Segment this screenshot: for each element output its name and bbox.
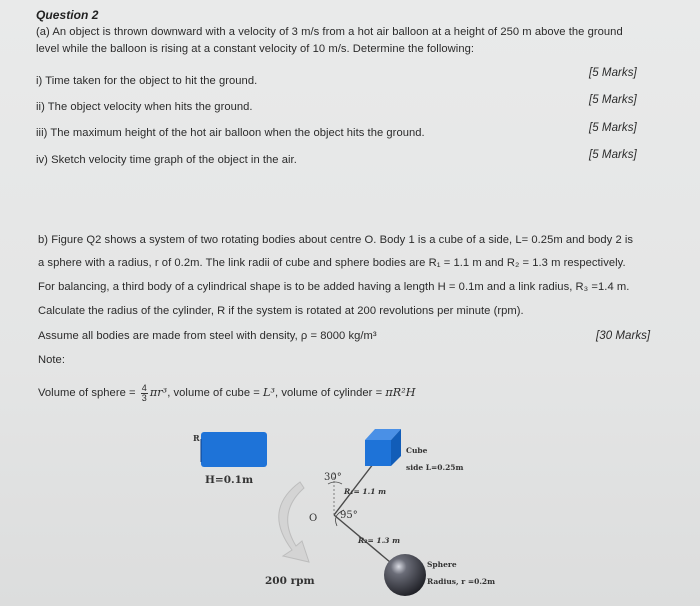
part-b-line-2: a sphere with a radius, r of 0.2m. The link radii of cube and sphere bodies are R₁ = 1.1 m and R₂ = 1.3 m respectively. bbox=[38, 257, 626, 269]
cube-front-face bbox=[365, 440, 391, 466]
part-a-item-3-marks: [5 Marks] bbox=[589, 122, 637, 134]
part-b-line-5: Assume all bodies are made from steel with density, ρ = 8000 kg/m³ bbox=[38, 330, 377, 342]
sphere-body bbox=[384, 554, 426, 596]
cylinder-h-label: H=0.1m bbox=[205, 474, 254, 486]
part-a-line-1: (a) An object is thrown downward with a velocity of 3 m/s from a hot air balloon at a height of 250 m above the ground bbox=[36, 26, 623, 38]
part-b-line-4: Calculate the radius of the cylinder, R if the system is rotated at 200 revolutions per minute (rpm). bbox=[38, 305, 524, 317]
part-b-line-3: For balancing, a third body of a cylindrical shape is to be added having a length H = 0.1m and a link radius, R₃ =1.4 m. bbox=[38, 281, 630, 293]
part-b-line-1: b) Figure Q2 shows a system of two rotating bodies about centre O. Body 1 is a cube of a side, L= 0.25m and body 2 is bbox=[38, 234, 634, 246]
sphere-radius-label: Radius, r =0.2m bbox=[427, 577, 496, 586]
angle-30-label: 30° bbox=[324, 472, 342, 483]
question-title: Question 2 bbox=[36, 8, 99, 22]
fraction-numerator: 4 bbox=[141, 382, 147, 393]
r1-label: R₁= 1.1 m bbox=[344, 487, 387, 496]
part-a-item-3: iii) The maximum height of the hot air balloon when the object hits the ground. bbox=[36, 127, 425, 139]
cube-volume-expr: L³ bbox=[263, 386, 276, 399]
part-a-item-4: iv) Sketch velocity time graph of the object in the air. bbox=[36, 154, 297, 166]
cube-label: Cube bbox=[406, 446, 428, 455]
part-a-item-4-marks: [5 Marks] bbox=[589, 149, 637, 161]
cylinder-volume-text: , volume of cylinder = bbox=[275, 387, 383, 399]
cylinder-body bbox=[201, 432, 267, 467]
rpm-label: 200 rpm bbox=[265, 575, 315, 587]
center-o-label: O bbox=[309, 513, 318, 524]
angle-95-label: 95° bbox=[340, 510, 358, 521]
note-label: Note: bbox=[38, 354, 65, 366]
rotation-arrow-icon bbox=[279, 482, 309, 562]
part-a-line-2: level while the balloon is rising at a constant velocity of 10 m/s. Determine the following: bbox=[36, 43, 475, 55]
part-a-item-2: ii) The object velocity when hits the ground. bbox=[36, 101, 253, 113]
part-b-marks: [30 Marks] bbox=[596, 330, 651, 342]
sphere-label: Sphere bbox=[427, 560, 457, 569]
r2-label: R₂= 1.3 m bbox=[358, 536, 401, 545]
fraction-denominator: 3 bbox=[141, 392, 147, 403]
cube-side-label: side L=0.25m bbox=[406, 463, 464, 472]
part-a-item-1-marks: [5 Marks] bbox=[589, 67, 637, 79]
part-a-item-1: i) Time taken for the object to hit the ground. bbox=[36, 75, 258, 87]
formula-prefix: Volume of sphere = bbox=[38, 387, 136, 399]
sphere-volume-expr: πr³ bbox=[149, 386, 168, 399]
cylinder-volume-expr: πR²H bbox=[385, 386, 416, 399]
part-a-item-2-marks: [5 Marks] bbox=[589, 94, 637, 106]
cylinder-r-label: R bbox=[193, 433, 200, 443]
cube-volume-text: , volume of cube = bbox=[167, 387, 260, 399]
